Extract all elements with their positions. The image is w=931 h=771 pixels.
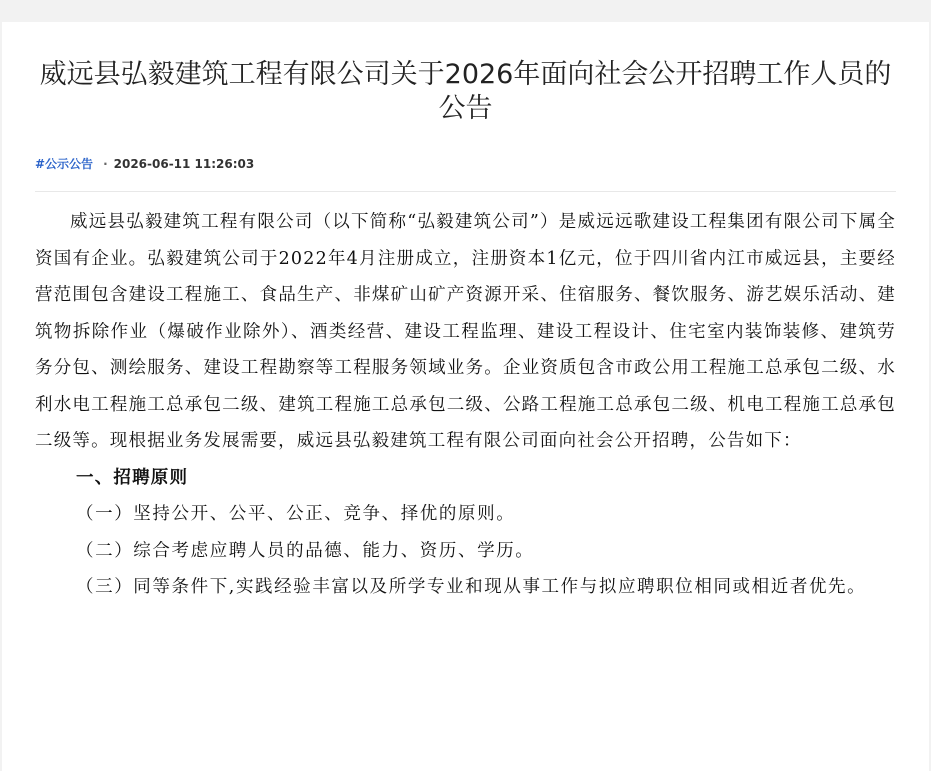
section-heading-recruitment-principles: 一、招聘原则 <box>76 467 189 488</box>
page-title: 威远县弘毅建筑工程有限公司关于2026年面向社会公开招聘工作人员的公告 <box>39 59 892 124</box>
divider <box>35 191 896 192</box>
article-meta <box>35 156 896 172</box>
principle-item-3: （三）同等条件下,实践经验丰富以及所学专业和现从事工作与拟应聘职位相同或相近者优先。 <box>76 577 867 597</box>
publish-timestamp: 2026-06-11 11:26:03 <box>113 157 255 171</box>
category-tag-link[interactable]: #公示公告 <box>35 157 94 171</box>
principle-item-2: （二）综合考虑应聘人员的品德、能力、资历、学历。 <box>76 540 535 561</box>
principle-item-1: （一）坚持公开、公平、公正、竞争、择优的原则。 <box>76 504 516 524</box>
meta-separator: · <box>103 157 108 171</box>
article-card <box>2 22 929 771</box>
article-body <box>35 204 896 606</box>
intro-paragraph: 威远县弘毅建筑工程有限公司（以下简称“弘毅建筑公司”）是威远远歌建设工程集团有限公司下属全资国有企业。弘毅建筑公司于2022年4月注册成立，注册资本1亿元，位于四川省内江市威远县，主要经营范围包含建设工程施工、食品生产、非煤矿山矿产资源开采、住宿服务、餐饮服务、游艺娱乐活动、建筑物拆除作业（爆破作业除外）、酒类经营、建设工程监理、建设工程设计、住宅室内装饰装修、建筑劳务分包、测绘服务、建设工程勘察等工程服务领域业务。企业资质包含市政公用工程施工总承包二级、水利水电工程施工总承包二级、建筑工程施工总承包二级、公路工程施工总承包二级、机电工程施工总承包二级等。现根据业务发展需要，威远县弘毅建筑工程有限公司面向社会公开招聘，公告如下： <box>35 212 896 451</box>
